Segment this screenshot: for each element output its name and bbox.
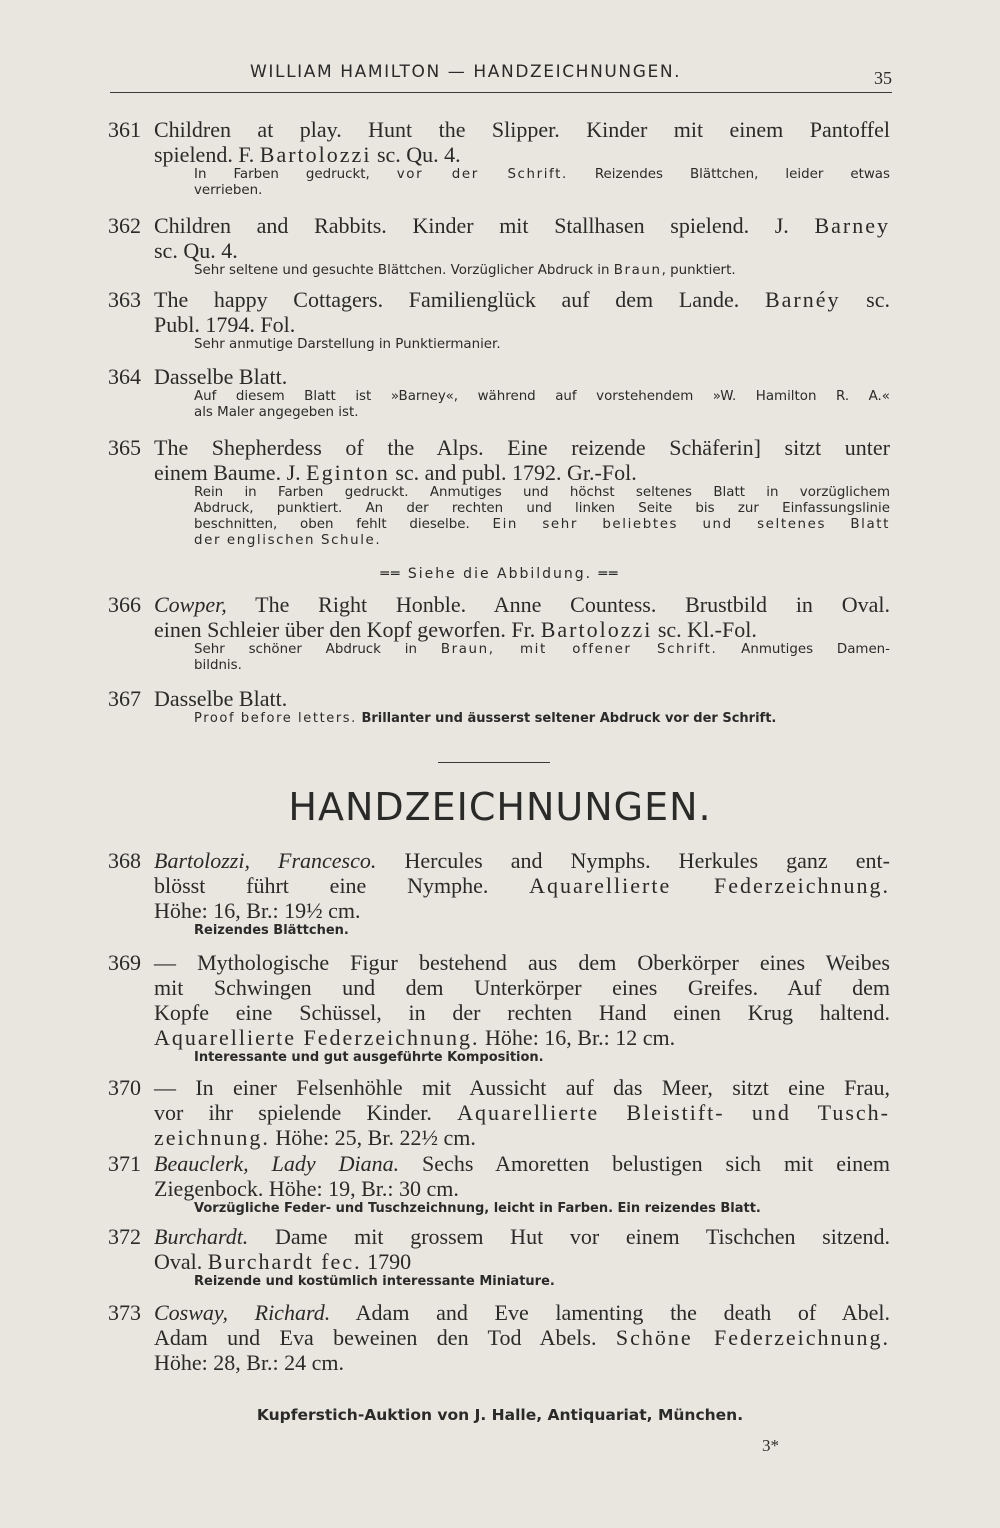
lot-note: Reizende und kostümlich interessante Miniature.	[194, 1274, 555, 1289]
lot-title: — Mythologische Figur bestehend aus dem Oberkörper eines Weibes	[154, 950, 890, 975]
lot-title: Sechs Amoretten belustigen sich mit einem	[399, 1151, 890, 1176]
lot-text: Publ. 1794. Fol.	[154, 312, 296, 337]
lot-text: sc. Qu. 4.	[154, 238, 238, 263]
lot-note: Reizendes Blättchen.	[194, 923, 349, 938]
lot-note: Auf diesem Blatt ist »Barney«, während auf vorstehendem »W. Hamilton R. A.«	[194, 389, 890, 404]
lot-note: Sehr anmutige Darstellung in Punktiermanier.	[194, 337, 501, 352]
lot-number: 365	[108, 435, 141, 460]
lot-title: Hercules and Nymphs. Herkules ganz ent-	[376, 848, 890, 873]
lot-dimensions: Höhe: 16, Br.: 19½ cm.	[154, 898, 361, 923]
lot-title: The happy Cottagers. Familienglück auf dem Lande.	[154, 287, 765, 312]
lot-number: 372	[108, 1224, 141, 1249]
engraver-name: Bartolozzi	[259, 142, 372, 167]
lot-title: Children at play. Hunt the Slipper. Kinder mit einem Pantoffel	[154, 117, 890, 142]
page-footer: Kupferstich-Auktion von J. Halle, Antiquariat, München.	[256, 1406, 744, 1424]
lot-title: — In einer Felsenhöhle mit Aussicht auf das Meer, sitzt eine Frau,	[154, 1075, 890, 1100]
lot-368	[108, 848, 890, 939]
lot-number: 367	[108, 686, 141, 711]
artist-name: Bartolozzi, Francesco.	[154, 848, 377, 873]
double-rule-icon: ══	[380, 566, 402, 582]
lot-366: 366 Cowper, The Right Honble. Anne Countess. Brustbild in Oval. einen Schleier über den Kopf geworfen. Fr. Bartolozzi sc. Kl.-Fol. Sehr schöner Abdruck in Braun, mit offener Schrift. Anmutiges Damen- bildnis.	[108, 592, 891, 673]
lot-text: mit Schwingen und dem Unterkörper eines Greifes. Auf dem	[154, 975, 890, 1000]
lot-number: 362	[108, 213, 141, 238]
see-illustration-text: Siehe die Abbildung.	[407, 566, 593, 582]
lot-note: der englischen Schule.	[194, 533, 382, 548]
lot-title: Adam and Eve lamenting the death of Abel.	[330, 1300, 890, 1325]
technique: Aquarellierte Federzeichnung.	[529, 873, 890, 898]
artist-name: Cowper,	[154, 592, 227, 617]
engraver-name: Bartolozzi	[540, 617, 653, 642]
lot-title: The Shepherdess of the Alps. Eine reizende Schäferin] sitzt unter	[154, 435, 890, 460]
lot-text: Ziegenbock. Höhe: 19, Br.: 30 cm.	[154, 1176, 459, 1201]
section-heading: HANDZEICHNUNGEN.	[288, 785, 712, 829]
lot-373	[108, 1300, 890, 1375]
lot-text: Adam und Eva beweinen den Tod Abels.	[154, 1325, 616, 1350]
lot-361	[108, 117, 890, 199]
lot-note: Rein in Farben gedruckt. Anmutiges und höchst seltenes Blatt in vorzüglichem	[194, 485, 890, 500]
lot-note: Sehr schöner Abdruck in Braun, mit offener Schrift. Anmutiges Damen-	[194, 642, 891, 657]
engraver-name: Barney	[814, 213, 890, 238]
lot-text: einen Schleier über den Kopf geworfen. Fr.	[154, 617, 541, 642]
technique: Aquarellierte Federzeichnung.	[154, 1025, 480, 1050]
lot-title: Dame mit grossem Hut vor einem Tischchen sitzend.	[248, 1224, 890, 1249]
lot-370	[108, 1075, 890, 1150]
double-rule-icon: ══	[598, 566, 620, 582]
technique: Aquarellierte Bleistift- und Tusch-	[457, 1100, 890, 1125]
lot-text: sc. Qu. 4.	[371, 142, 461, 167]
lot-number: 363	[108, 287, 141, 312]
lot-number: 368	[108, 848, 141, 873]
signature-mark: 3*	[762, 1436, 779, 1455]
see-illustration-note	[0, 566, 1000, 582]
lot-text: Kopfe eine Schüssel, in der rechten Hand einen Krug haltend.	[154, 1000, 890, 1025]
lot-number: 370	[108, 1075, 141, 1100]
running-header	[110, 60, 892, 93]
lot-note: bildnis.	[194, 658, 242, 673]
lot-number: 364	[108, 364, 141, 389]
engraver-name: Eginton	[306, 460, 390, 485]
lot-note: beschnitten, oben fehlt dieselbe. Ein sehr beliebtes und seltenes Blatt	[194, 517, 891, 532]
lot-365: 365 The Shepherdess of the Alps. Eine reizende Schäferin] sitzt unter einem Baume. J. Eginton sc. and publ. 1792. Gr.-Fol. Rein in Farben gedruckt. Anmutiges und höchst seltenes Blatt in vorzüglichem Abdruck, punktiert. An der rechten und linken Seite bis zur Einfassungslinie beschnitten, oben fehlt dieselbe. Ein sehr beliebtes und seltenes Blatt der englischen Schule.	[108, 435, 891, 548]
lot-note: Sehr seltene und gesuchte Blättchen. Vorzüglicher Abdruck in Braun, punktiert.	[194, 263, 736, 278]
artist-name: Burchardt.	[154, 1224, 249, 1249]
lot-note: als Maler angegeben ist.	[194, 405, 359, 420]
lot-number: 366	[108, 592, 141, 617]
lot-text: einem Baume. J.	[154, 460, 307, 485]
lot-title: Dasselbe Blatt.	[154, 686, 288, 711]
lot-369	[108, 950, 890, 1066]
section-divider	[438, 762, 550, 763]
lot-title: The Right Honble. Anne Countess. Brustbild in Oval.	[226, 592, 890, 617]
lot-text: vor ihr spielende Kinder.	[154, 1100, 458, 1125]
header-title: WILLIAM HAMILTON — HANDZEICHNUNGEN.	[250, 62, 682, 82]
lot-number: 361	[108, 117, 141, 142]
lot-367	[108, 686, 890, 727]
lot-372: 372 Burchardt. Dame mit grossem Hut vor einem Tischchen sitzend. Oval. Burchardt fec. 1790 Reizende und kostümlich interessante Miniature.	[108, 1224, 890, 1289]
lot-dimensions: Höhe: 28, Br.: 24 cm.	[154, 1350, 345, 1375]
lot-number: 369	[108, 950, 141, 975]
lot-362	[108, 213, 890, 279]
lot-note: Abdruck, punktiert. An der rechten und linken Seite bis zur Einfassungslinie	[194, 501, 890, 516]
lot-text: spielend. F.	[154, 142, 260, 167]
technique: Schöne Federzeichnung.	[615, 1325, 890, 1350]
lot-dimensions: Höhe: 25, Br. 22½ cm.	[269, 1125, 476, 1150]
lot-title: Dasselbe Blatt.	[154, 364, 288, 389]
artist-name: Beauclerk, Lady Diana.	[154, 1151, 400, 1176]
lot-note: In Farben gedruckt, vor der Schrift. Reizendes Blättchen, leider etwas	[194, 167, 890, 182]
technique: zeichnung.	[154, 1125, 270, 1150]
lot-note: Vorzügliche Feder- und Tuschzeichnung, leicht in Farben. Ein reizendes Blatt.	[194, 1201, 761, 1216]
lot-number: 373	[108, 1300, 141, 1325]
lot-text: blösst führt eine Nymphe.	[154, 873, 530, 898]
signature-text: Burchardt fec.	[207, 1249, 362, 1274]
lot-364	[108, 364, 890, 421]
lot-note: Interessante und gut ausgeführte Komposition.	[194, 1050, 544, 1065]
lot-number: 371	[108, 1151, 141, 1176]
lot-371	[108, 1151, 890, 1217]
page-number: 35	[874, 68, 892, 88]
artist-name: Cosway, Richard.	[154, 1300, 331, 1325]
engraver-name: Barnéy	[764, 287, 841, 312]
lot-363: 363 The happy Cottagers. Familienglück auf dem Lande. Barnéy sc. Publ. 1794. Fol. Sehr anmutige Darstellung in Punktiermanier.	[108, 287, 891, 352]
lot-title: Children and Rabbits. Kinder mit Stallhasen spielend. J.	[154, 213, 815, 238]
lot-dimensions: Höhe: 16, Br.: 12 cm.	[479, 1025, 676, 1050]
lot-note: verrieben.	[194, 183, 263, 198]
lot-note: Proof before letters. Brillanter und äusserst seltener Abdruck vor der Schrift.	[194, 711, 777, 726]
